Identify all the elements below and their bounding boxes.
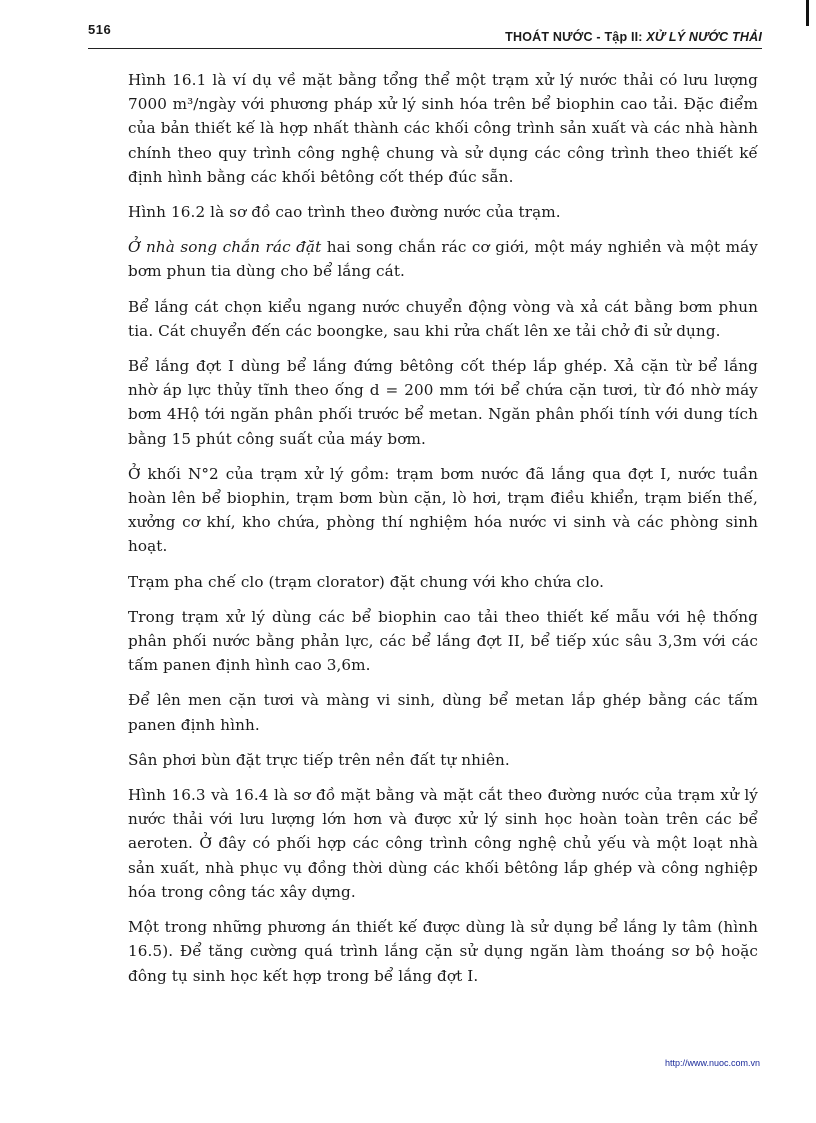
- running-header: [505, 30, 762, 44]
- header-subtitle: XỬ LÝ NƯỚC THẢI: [646, 30, 762, 44]
- paragraph-7: Trạm pha chế clo (trạm clorator) đặt chung với kho chứa clo.: [128, 572, 604, 591]
- paragraph-6: Ở khối N°2 của trạm xử lý gồm: trạm bơm nước đã lắng qua đợt I, nước tuần hoàn lên bể biophin, trạm bơm bùn cặn, lò hơi, trạm điều khiển, trạm biến thế, xưởng cơ khí, kho chứa, phòng thí nghiệm hóa nước vi sinh và các phòng sinh hoạt.: [128, 464, 758, 556]
- scan-edge-mark: [806, 0, 809, 26]
- paragraph-2: Hình 16.2 là sơ đồ cao trình theo đường nước của trạm.: [128, 203, 561, 222]
- paragraph-3-text: hai song chắn rác cơ giới, một máy nghiền và một máy bơm phun tia dùng cho bể lắng cát.: [128, 238, 758, 281]
- paragraph-3: [128, 235, 758, 283]
- paragraph-11: Hình 16.3 và 16.4 là sơ đồ mặt bằng và mặt cắt theo đường nước của trạm xử lý nước thải với lưu lượng lớn hơn và được xử lý sinh học hoàn toàn trên các bể aeroten. Ở đây có phối hợp các công trình công nghệ chủ yếu và một loạt nhà sản xuất, nhà phục vụ đồng thời dùng các khối bêtông lắp ghép và công nghiệp hóa trong công tác xây dựng.: [128, 786, 758, 901]
- paragraph-10: Sân phơi bùn đặt trực tiếp trên nền đất tự nhiên.: [128, 750, 510, 769]
- footer-website: http://www.nuoc.com.vn: [664, 1058, 760, 1068]
- paragraph-4: Bể lắng cát chọn kiểu ngang nước chuyển động vòng và xả cát bằng bơm phun tia. Cát chuyển đến các boongke, sau khi rửa chất lên xe tải chở đi sử dụng.: [128, 297, 758, 340]
- page-number: 516: [88, 22, 112, 37]
- header-title: THOÁT NƯỚC - Tập II:: [505, 30, 643, 44]
- paragraph-9: Để lên men cặn tươi và màng vi sinh, dùng bể metan lắp ghép bằng các tấm panen định hình.: [128, 691, 758, 734]
- body-text: [128, 68, 758, 999]
- paragraph-5: Bể lắng đợt I dùng bể lắng đứng bêtông cốt thép lắp ghép. Xả cặn từ bể lắng nhờ áp lực thủy tĩnh theo ống d = 200 mm tới bể chứa cặn tươi, từ đó nhờ máy bơm 4Hộ tới ngăn phân phối trước bể metan. Ngăn phân phối tính với dung tích bằng 15 phút công suất của máy bơm.: [128, 357, 758, 448]
- paragraph-3-lead: Ở nhà song chắn rác đặt: [128, 238, 322, 257]
- paragraph-1: Hình 16.1 là ví dụ về mặt bằng tổng thể một trạm xử lý nước thải có lưu lượng 7000 m³/ngày với phương pháp xử lý sinh hóa trên bể biophin cao tải. Đặc điểm của bản thiết kế là hợp nhất thành các khối công trình sản xuất và các nhà hành chính theo quy trình công nghệ chung và sử dụng các công trình theo thiết kế định hình bằng các khối bêtông cốt thép đúc sẵn.: [128, 71, 758, 186]
- paragraph-8: Trong trạm xử lý dùng các bể biophin cao tải theo thiết kế mẫu với hệ thống phân phối nước bằng phản lực, các bể lắng đợt II, bể tiếp xúc sâu 3,3m với các tấm panen định hình cao 3,6m.: [128, 607, 758, 675]
- paragraph-12: Một trong những phương án thiết kế được dùng là sử dụng bể lắng ly tâm (hình 16.5). Để tăng cường quá trình lắng cặn sử dụng ngăn làm thoáng sơ bộ hoặc đông tụ sinh học kết hợp trong bể lắng đợt I.: [128, 918, 758, 985]
- header-rule: [88, 48, 762, 49]
